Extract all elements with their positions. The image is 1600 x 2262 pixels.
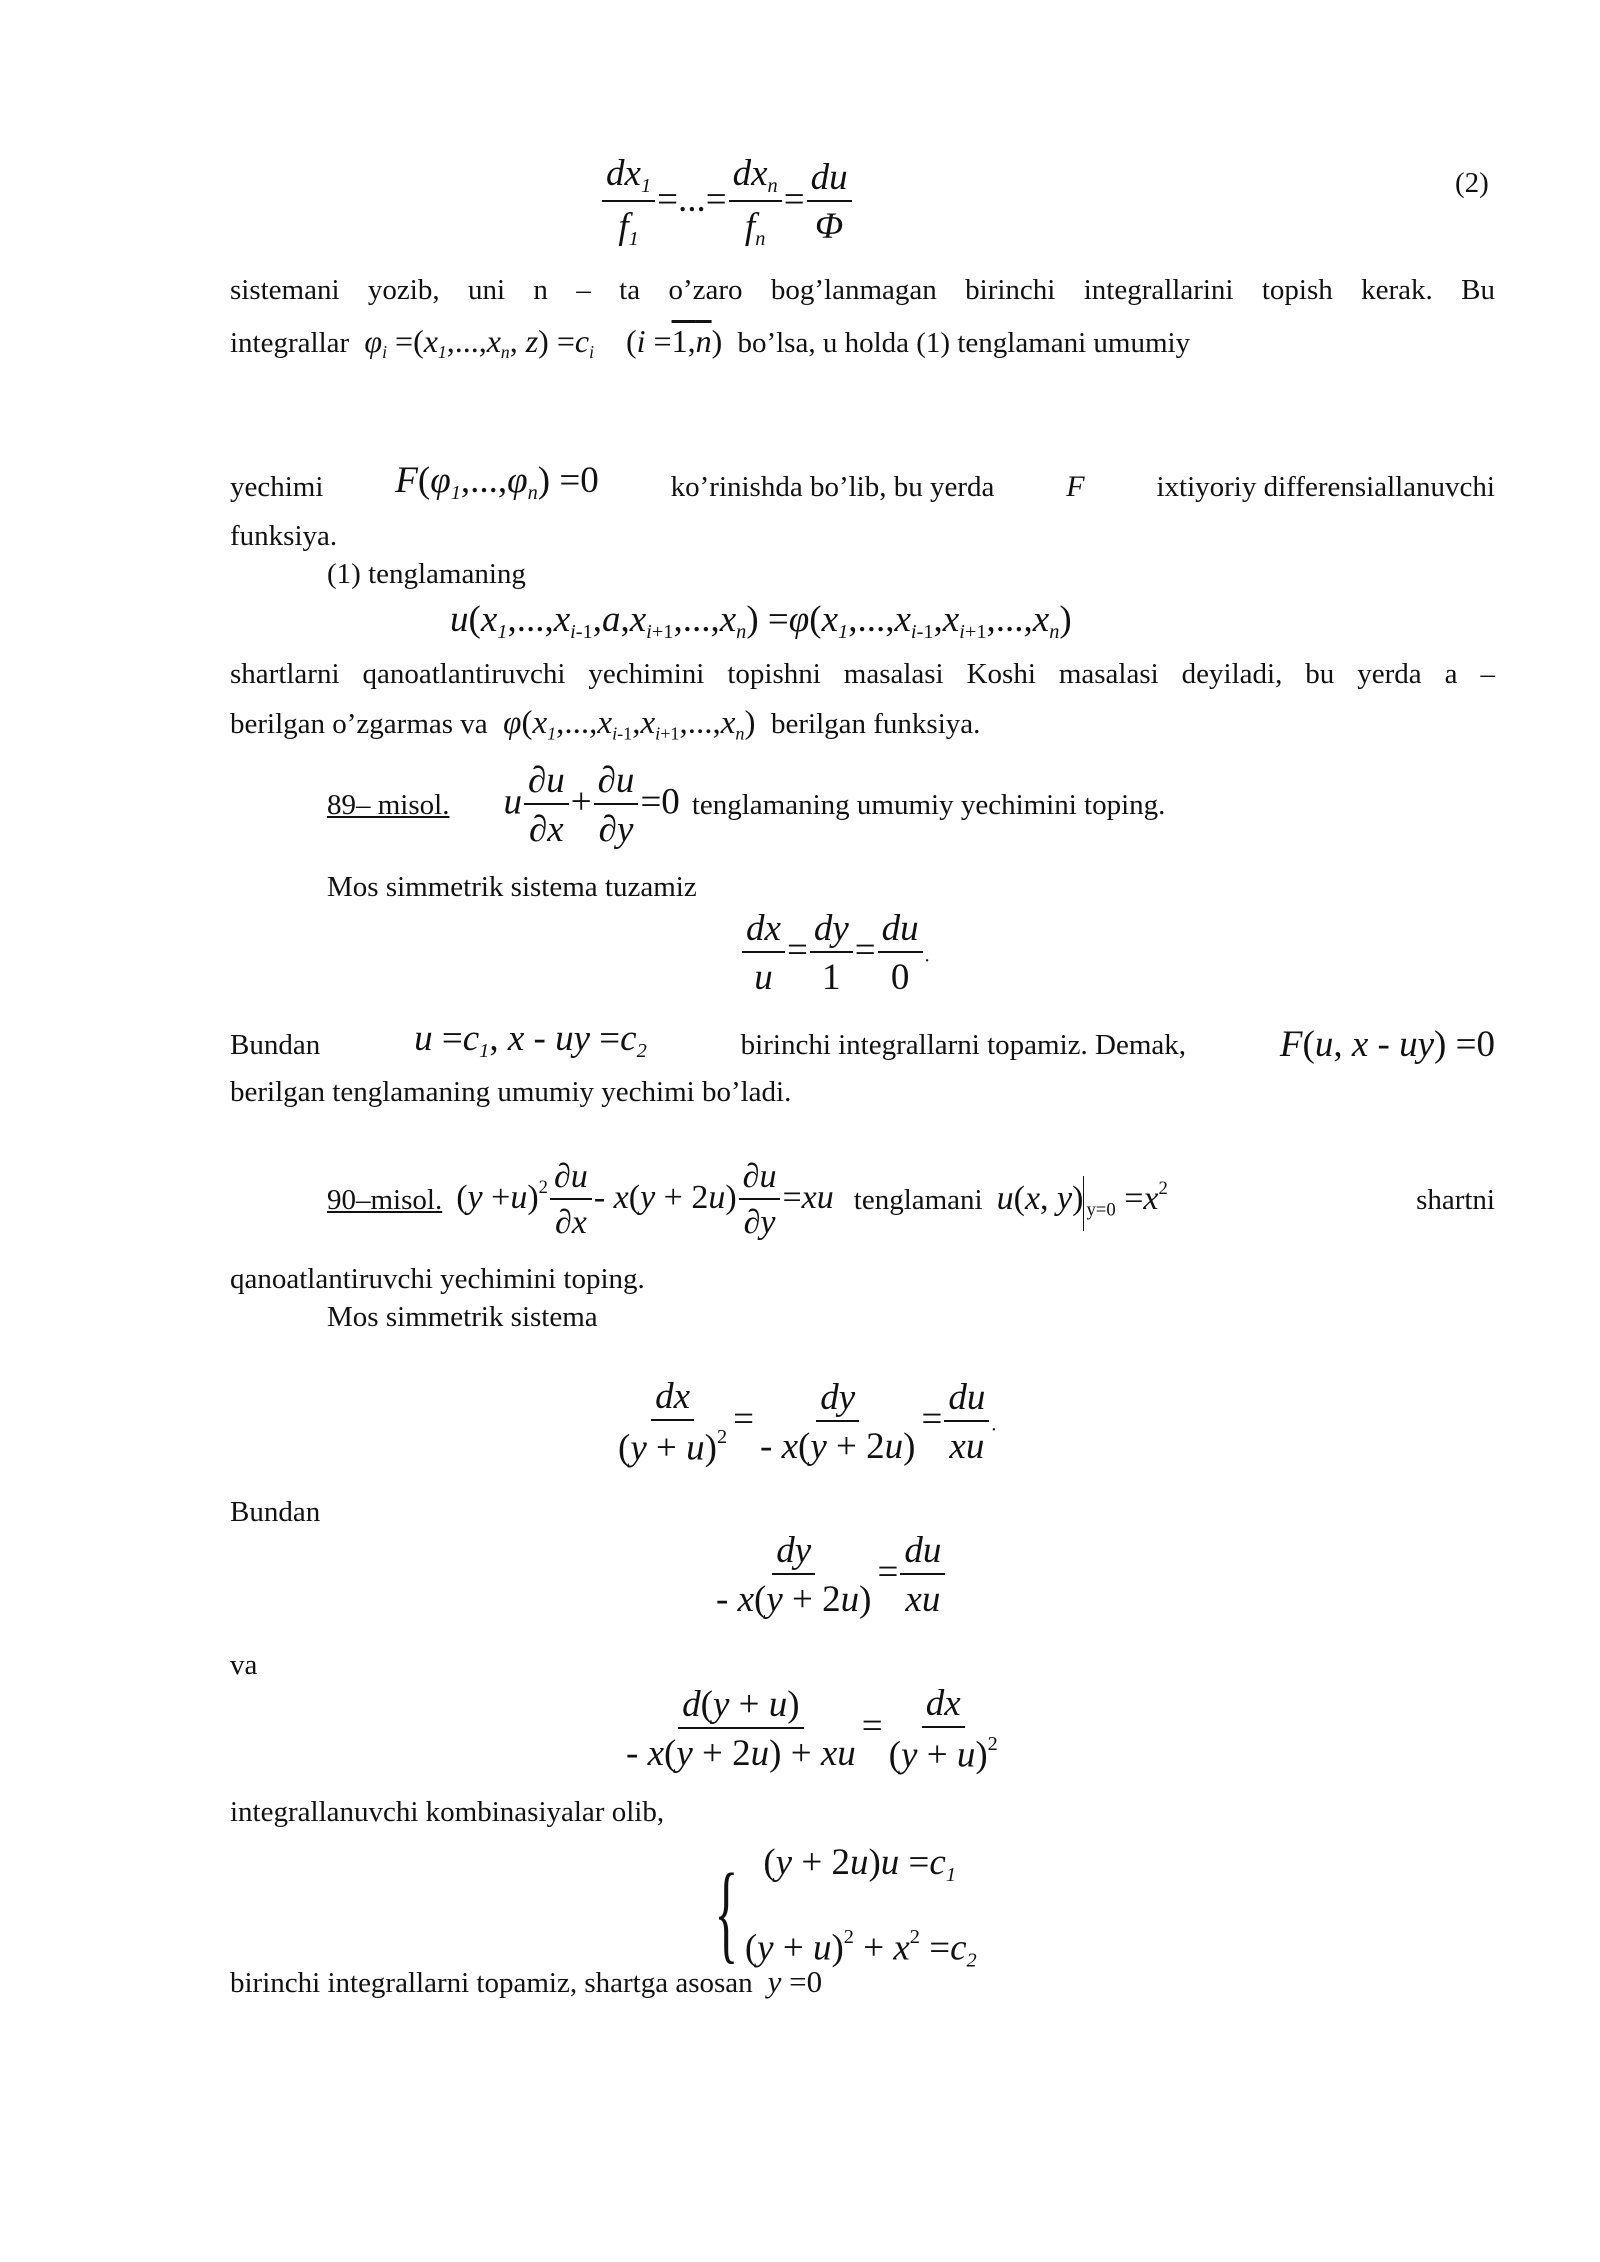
equation-2: $\frac{dx_1}{f_1}$ =...= $\frac{dx_n}{f_n}$ = $\frac{du}{\Phi}$ xyxy=(600,155,854,250)
phi-function: $\varphi(x_1,...,x_{i-1},x_{i+1},...,x_n)$ xyxy=(494,705,756,744)
last-line xyxy=(230,1965,822,2000)
text: yechimi xyxy=(230,471,324,504)
paragraph-4-line-2 xyxy=(230,706,980,750)
variable-F: F xyxy=(1066,470,1085,504)
text: birinchi integrallarni topamiz. Demak, xyxy=(740,1029,1186,1062)
text: ixtiyoriy differensiallanuvchi xyxy=(1156,471,1495,504)
bundan-2: Bundan xyxy=(230,1496,321,1528)
paragraph-2-line-2: funksiya. xyxy=(230,520,338,552)
text: birinchi integrallarni topamiz, shartga asosan xyxy=(230,1967,753,1999)
text: Bundan xyxy=(230,1029,321,1062)
symmetric-system-intro-2: Mos simmetrik sistema xyxy=(327,1301,598,1333)
text: bo’lsa, u holda (1) tenglamani umumiy xyxy=(737,327,1191,359)
brace-icon: { xyxy=(714,1850,739,1973)
bundan-1-line-1 xyxy=(230,1018,1495,1068)
symmetric-system-1: $\frac{dx}{u}$ = $\frac{dy}{1}$ = $\frac{du}{0}$ . xyxy=(740,910,930,996)
example-90-equation: $(y +u)^2$ $\frac{\partial u}{\partial x}$ - x(y + 2u) $\frac{\partial u}{\partial y}$ =xu xyxy=(456,1158,834,1241)
example-90-mid: tenglamani xyxy=(853,1184,983,1216)
symmetric-system-intro-1: Mos simmetrik sistema tuzamiz xyxy=(327,871,697,903)
first-integrals-system: { $(y + 2u)u =c_1$ $(y + u)^2 + x^2 =c_2$ xyxy=(714,1842,977,1973)
example-89-text: tenglamaning umumiy yechimini toping. xyxy=(691,789,1166,821)
first-integrals-formula: $u =c_1$, x - uy $=c_2$ xyxy=(414,1018,647,1063)
text: berilgan o’zgarmas va xyxy=(230,708,488,740)
text: berilgan funksiya. xyxy=(771,708,981,740)
paragraph-4-line-1: shartlarni qanoatlantiruvchi yechimini topishni masalasi Koshi masalasi deyiladi, bu yerda a – xyxy=(230,658,1495,690)
combination-1: $\frac{dy}{- x(y + 2u)}$ = $\frac{du}{xu}$ xyxy=(710,1532,947,1618)
va-text: va xyxy=(230,1649,258,1681)
integral-formula: $\varphi_i =(x_1,...,x_n$, $z) =c_i$ $(i =1,\overline{n})$ xyxy=(356,323,723,363)
example-89 xyxy=(327,762,1165,848)
example-90-end: shartni xyxy=(1416,1184,1495,1216)
example-90-label: 90–misol. xyxy=(327,1184,443,1216)
equation-number: (2) xyxy=(1455,167,1489,199)
paragraph-1-line-2 xyxy=(230,324,1495,369)
bundan-1-line-2: berilgan tenglamaning umumiy yechimi bo’ladi. xyxy=(230,1076,792,1108)
initial-condition: u(x, y) $_{y=0} =x^2$ xyxy=(997,1172,1168,1227)
integrable-combinations-text: integrallanuvchi kombinasiyalar olib, xyxy=(230,1796,665,1828)
combination-2: $\frac{d(y + u)}{- x(y + 2u) + xu}$ = $\frac{dx}{(y + u)^2}$ xyxy=(626,1683,998,1776)
text: integrallar xyxy=(230,327,350,359)
example-89-equation: u $\frac{\partial u}{\partial x}$ + $\frac{\partial u}{\partial y}$ =0 xyxy=(503,760,680,850)
symmetric-system-2: $\frac{dx}{(y + u)^2}$ = $\frac{dy}{- x(y + 2u)}$ = $\frac{du}{xu}$ . xyxy=(618,1376,997,1469)
general-solution-89: F(u, x - uy) =0 xyxy=(1279,1024,1495,1066)
example-90 xyxy=(327,1160,1495,1240)
example-90-line-2: qanoatlantiruvchi yechimini toping. xyxy=(230,1263,645,1295)
y-equals-zero: y =0 xyxy=(759,1964,823,1999)
general-solution-formula: $F(\varphi_1,...,\varphi_n) =0$ xyxy=(395,460,599,505)
paragraph-1-line-1: sistemani yozib, uni n – ta o’zaro bog’lanmagan birinchi integrallarini topish kerak. Bu xyxy=(230,274,1495,306)
paragraph-2-line-1 xyxy=(230,460,1495,510)
text: ko’rinishda bo’lib, bu yerda xyxy=(670,471,995,504)
example-89-label: 89– misol. xyxy=(327,789,450,821)
cauchy-condition-formula: $u(x_1,...,x_{i-1},a,x_{i+1},...,x_n) =\varphi(x_1,...,x_{i-1},x_{i+1},...,x_n)$ xyxy=(450,599,1072,644)
paragraph-3: (1) tenglamaning xyxy=(327,558,526,590)
